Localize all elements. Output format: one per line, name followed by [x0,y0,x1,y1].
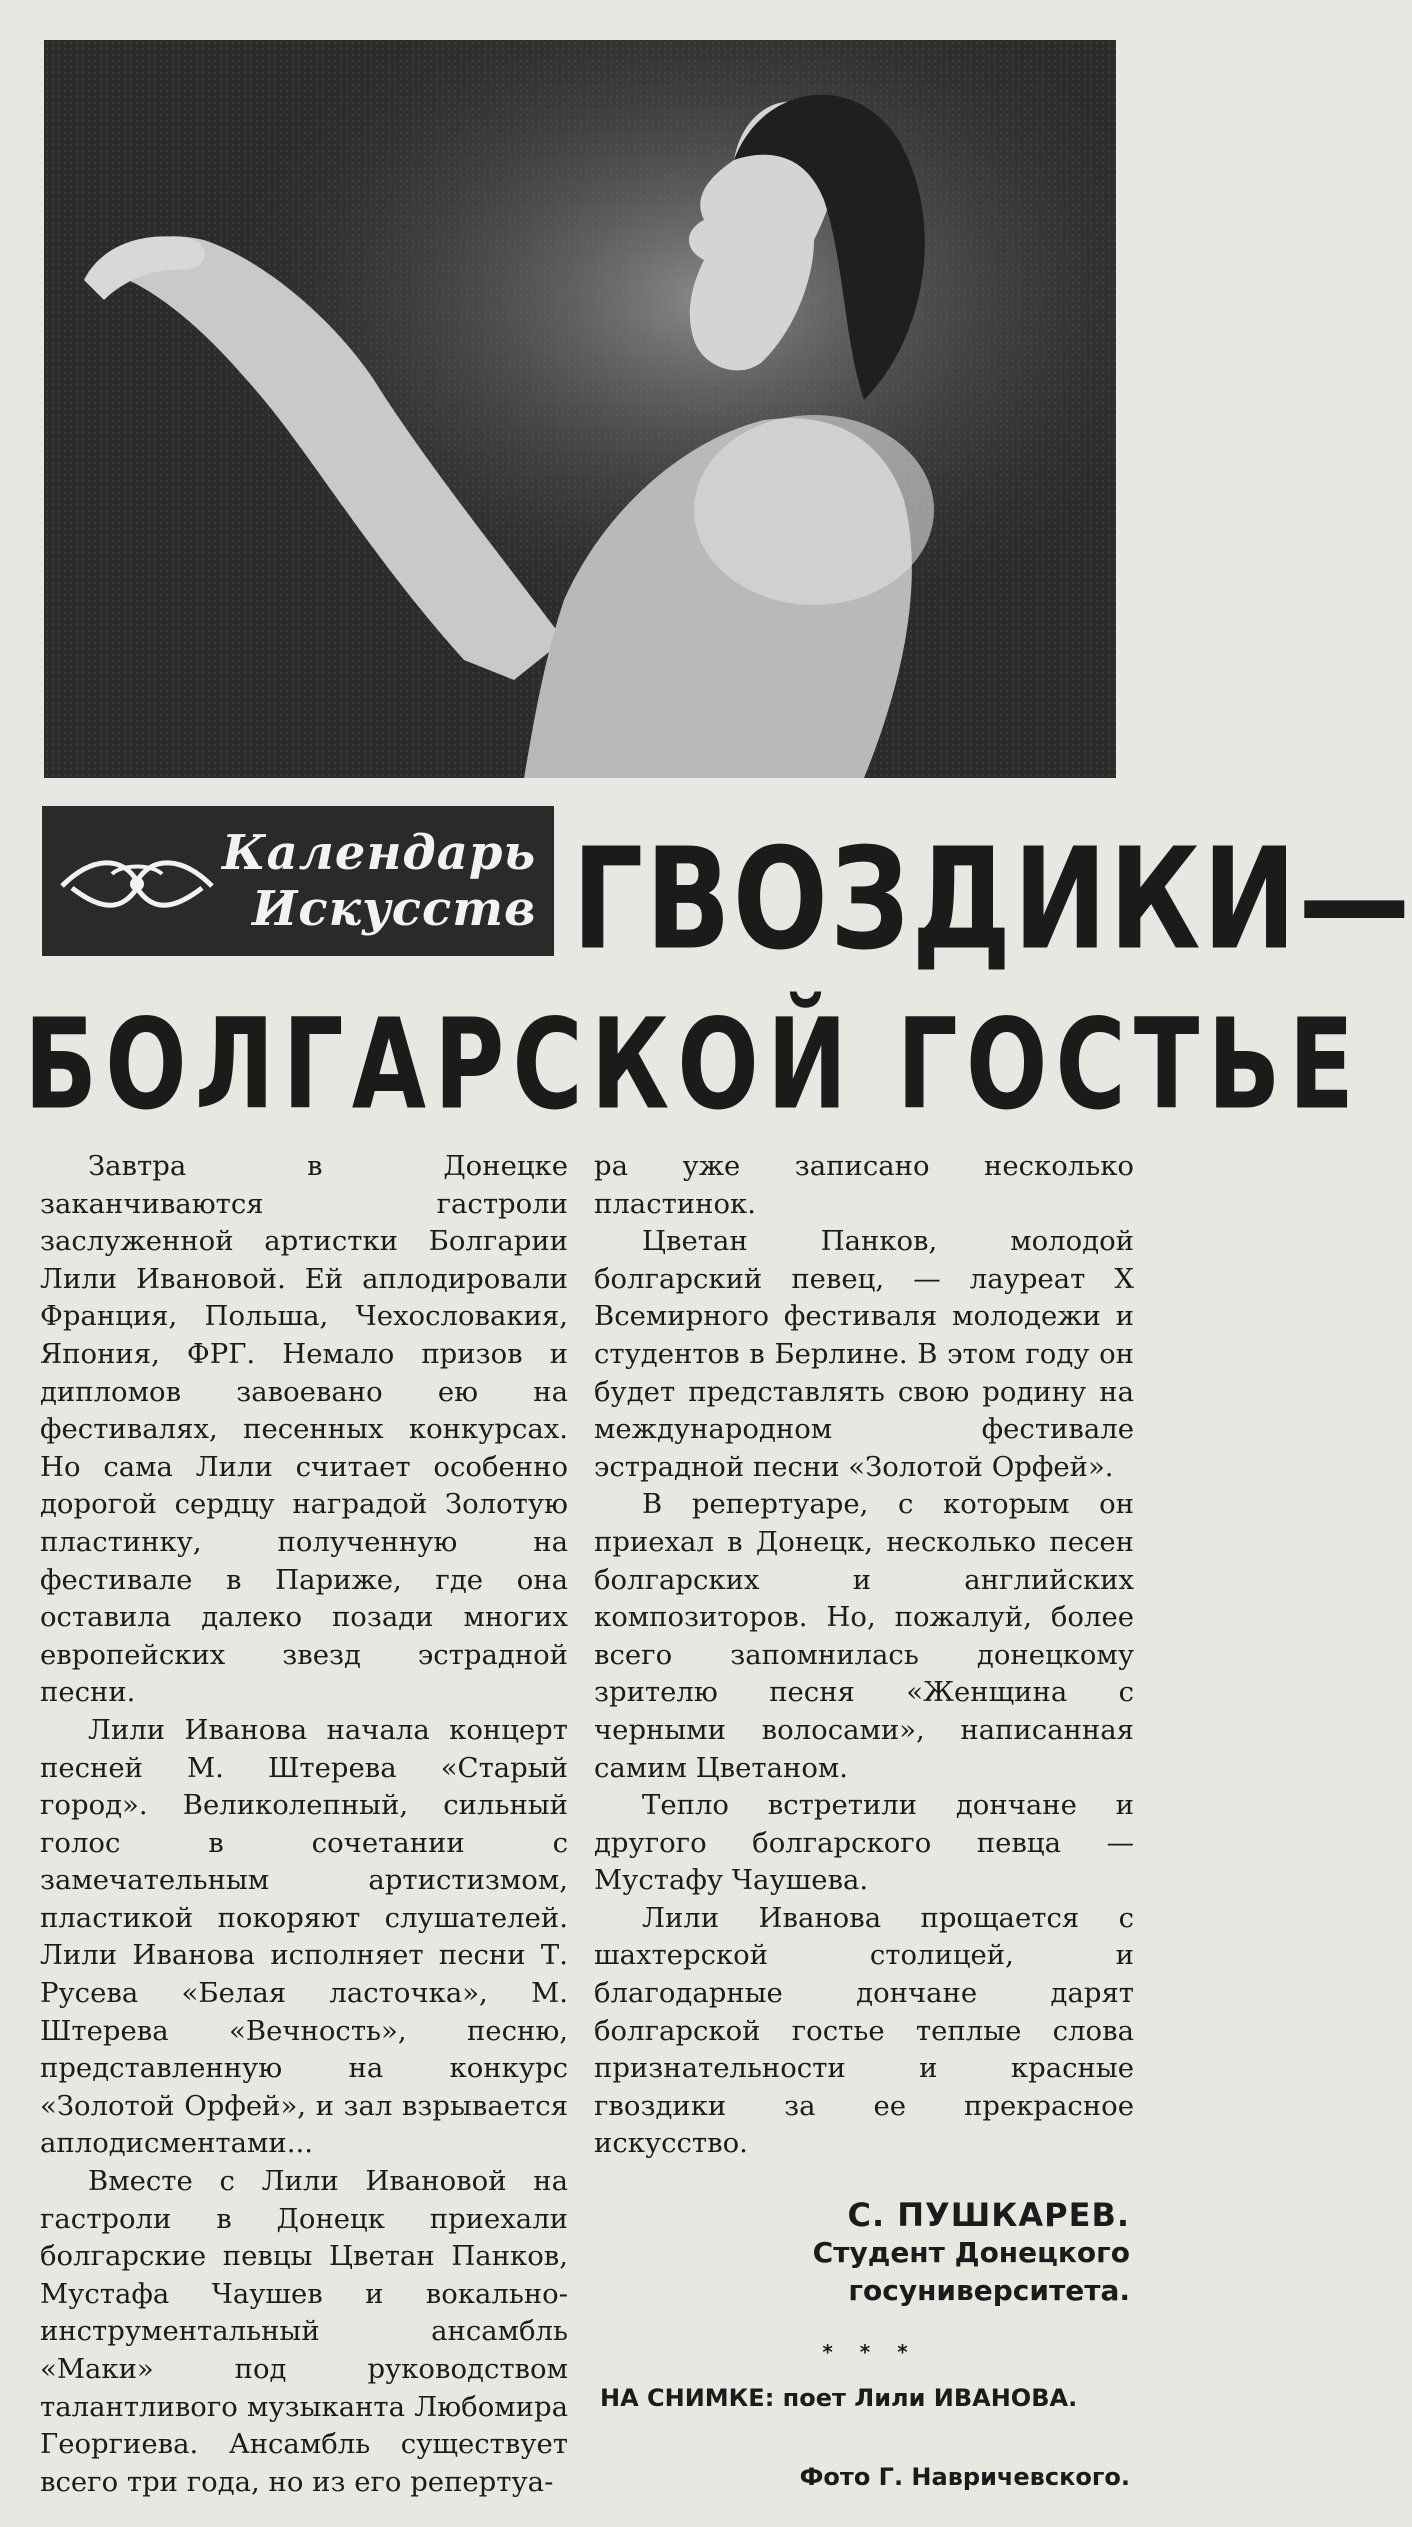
paragraph: Цветан Панков, молодой болгарский певец, — лауреат X Всемирного фестиваля молодежи и студентов в Берлине. В этом году он будет представлять свою родину на международном фестивале эстрадной песни «Золотой Орфей». [594,1225,1134,1483]
headline-line-2: БОЛГАРСКОЙ ГОСТЬЕ [24,991,1363,1138]
rubric-calendar-of-arts [42,806,554,956]
headline-line-1: ГВОЗДИКИ— [572,818,1412,982]
caption-text: поет Лили ИВАНОВА. [782,2384,1078,2412]
photo-singer-portrait [44,40,1116,778]
author-signature [700,2196,1130,2310]
rubric-line-1: Календарь [222,825,537,881]
ornament-icon [52,826,222,936]
author-role-line-1: Студент Донецкого [812,2236,1130,2269]
paragraph: Лили Иванова начала концерт песней М. Штерева «Старый город». Великолепный, сильный голос в сочетании с замечательным артистизмом, пластикой покоряют слушателей. Лили Иванова исполняет песни Т. Русева «Белая ласточка», М. Штерева «Вечность», песню, представленную на конкурс «Золотой Орфей», и зал взрывается аплодисментами... [40,1713,568,2160]
singer-silhouette-icon [44,40,1116,778]
paragraph: Вместе с Лили Ивановой на гастроли в Донецк приехали болгарские певцы Цветан Панков, Мустафа Чаушев и вокально-инструментальный ансамбль «Маки» под руководством талантливого музыканта Любомира Георгиева. Ансамбль существует всего три года, но из его репертуа- [40,2165,568,2498]
author-role-line-2: госуниверситета. [848,2274,1130,2307]
separator-stars: * * * [822,2340,918,2364]
paragraph: В репертуаре, с которым он приехал в Донецк, несколько песен болгарских и английских композиторов. Но, пожалуй, более всего запомнилась донецкому зрителю песня «Женщина с черными волосами», написанная самим Цветаном. [594,1488,1134,1784]
photo-caption [600,2380,1130,2416]
paragraph-continuation: ра уже записано несколько пластинок. [594,1150,1134,1220]
caption-prefix: НА СНИМКЕ: [600,2384,775,2412]
rubric-title [222,825,537,937]
article-column-left [40,1148,568,2508]
author-name: С. ПУШКАРЕВ. [847,2196,1130,2234]
paragraph: Тепло встретили дончане и другого болгарского певца — Мустафу Чаушева. [594,1789,1134,1897]
paragraph: Завтра в Донецке заканчиваются гастроли заслуженной артистки Болгарии Лили Ивановой. Ей аплодировали Франция, Польша, Чехословакия, Япония, ФРГ. Немало призов и дипломов завоевано ею на фестивалях, песенных конкурсах. Но сама Лили считает особенно дорогой сердцу наградой Золотую пластинку, полученную на фестивале в Париже, где она оставила далеко позади многих европейских звезд эстрадной песни. [40,1150,568,1709]
rubric-line-2: Искусств [252,881,537,937]
article-column-right [594,1148,1134,2168]
paragraph: Лили Иванова прощается с шахтерской столицей, и благодарные дончане дарят болгарской гостье теплые слова признательности и красные гвоздики за ее прекрасное искусство. [594,1901,1134,2160]
photo-credit: Фото Г. Навричевского. [799,2463,1130,2491]
